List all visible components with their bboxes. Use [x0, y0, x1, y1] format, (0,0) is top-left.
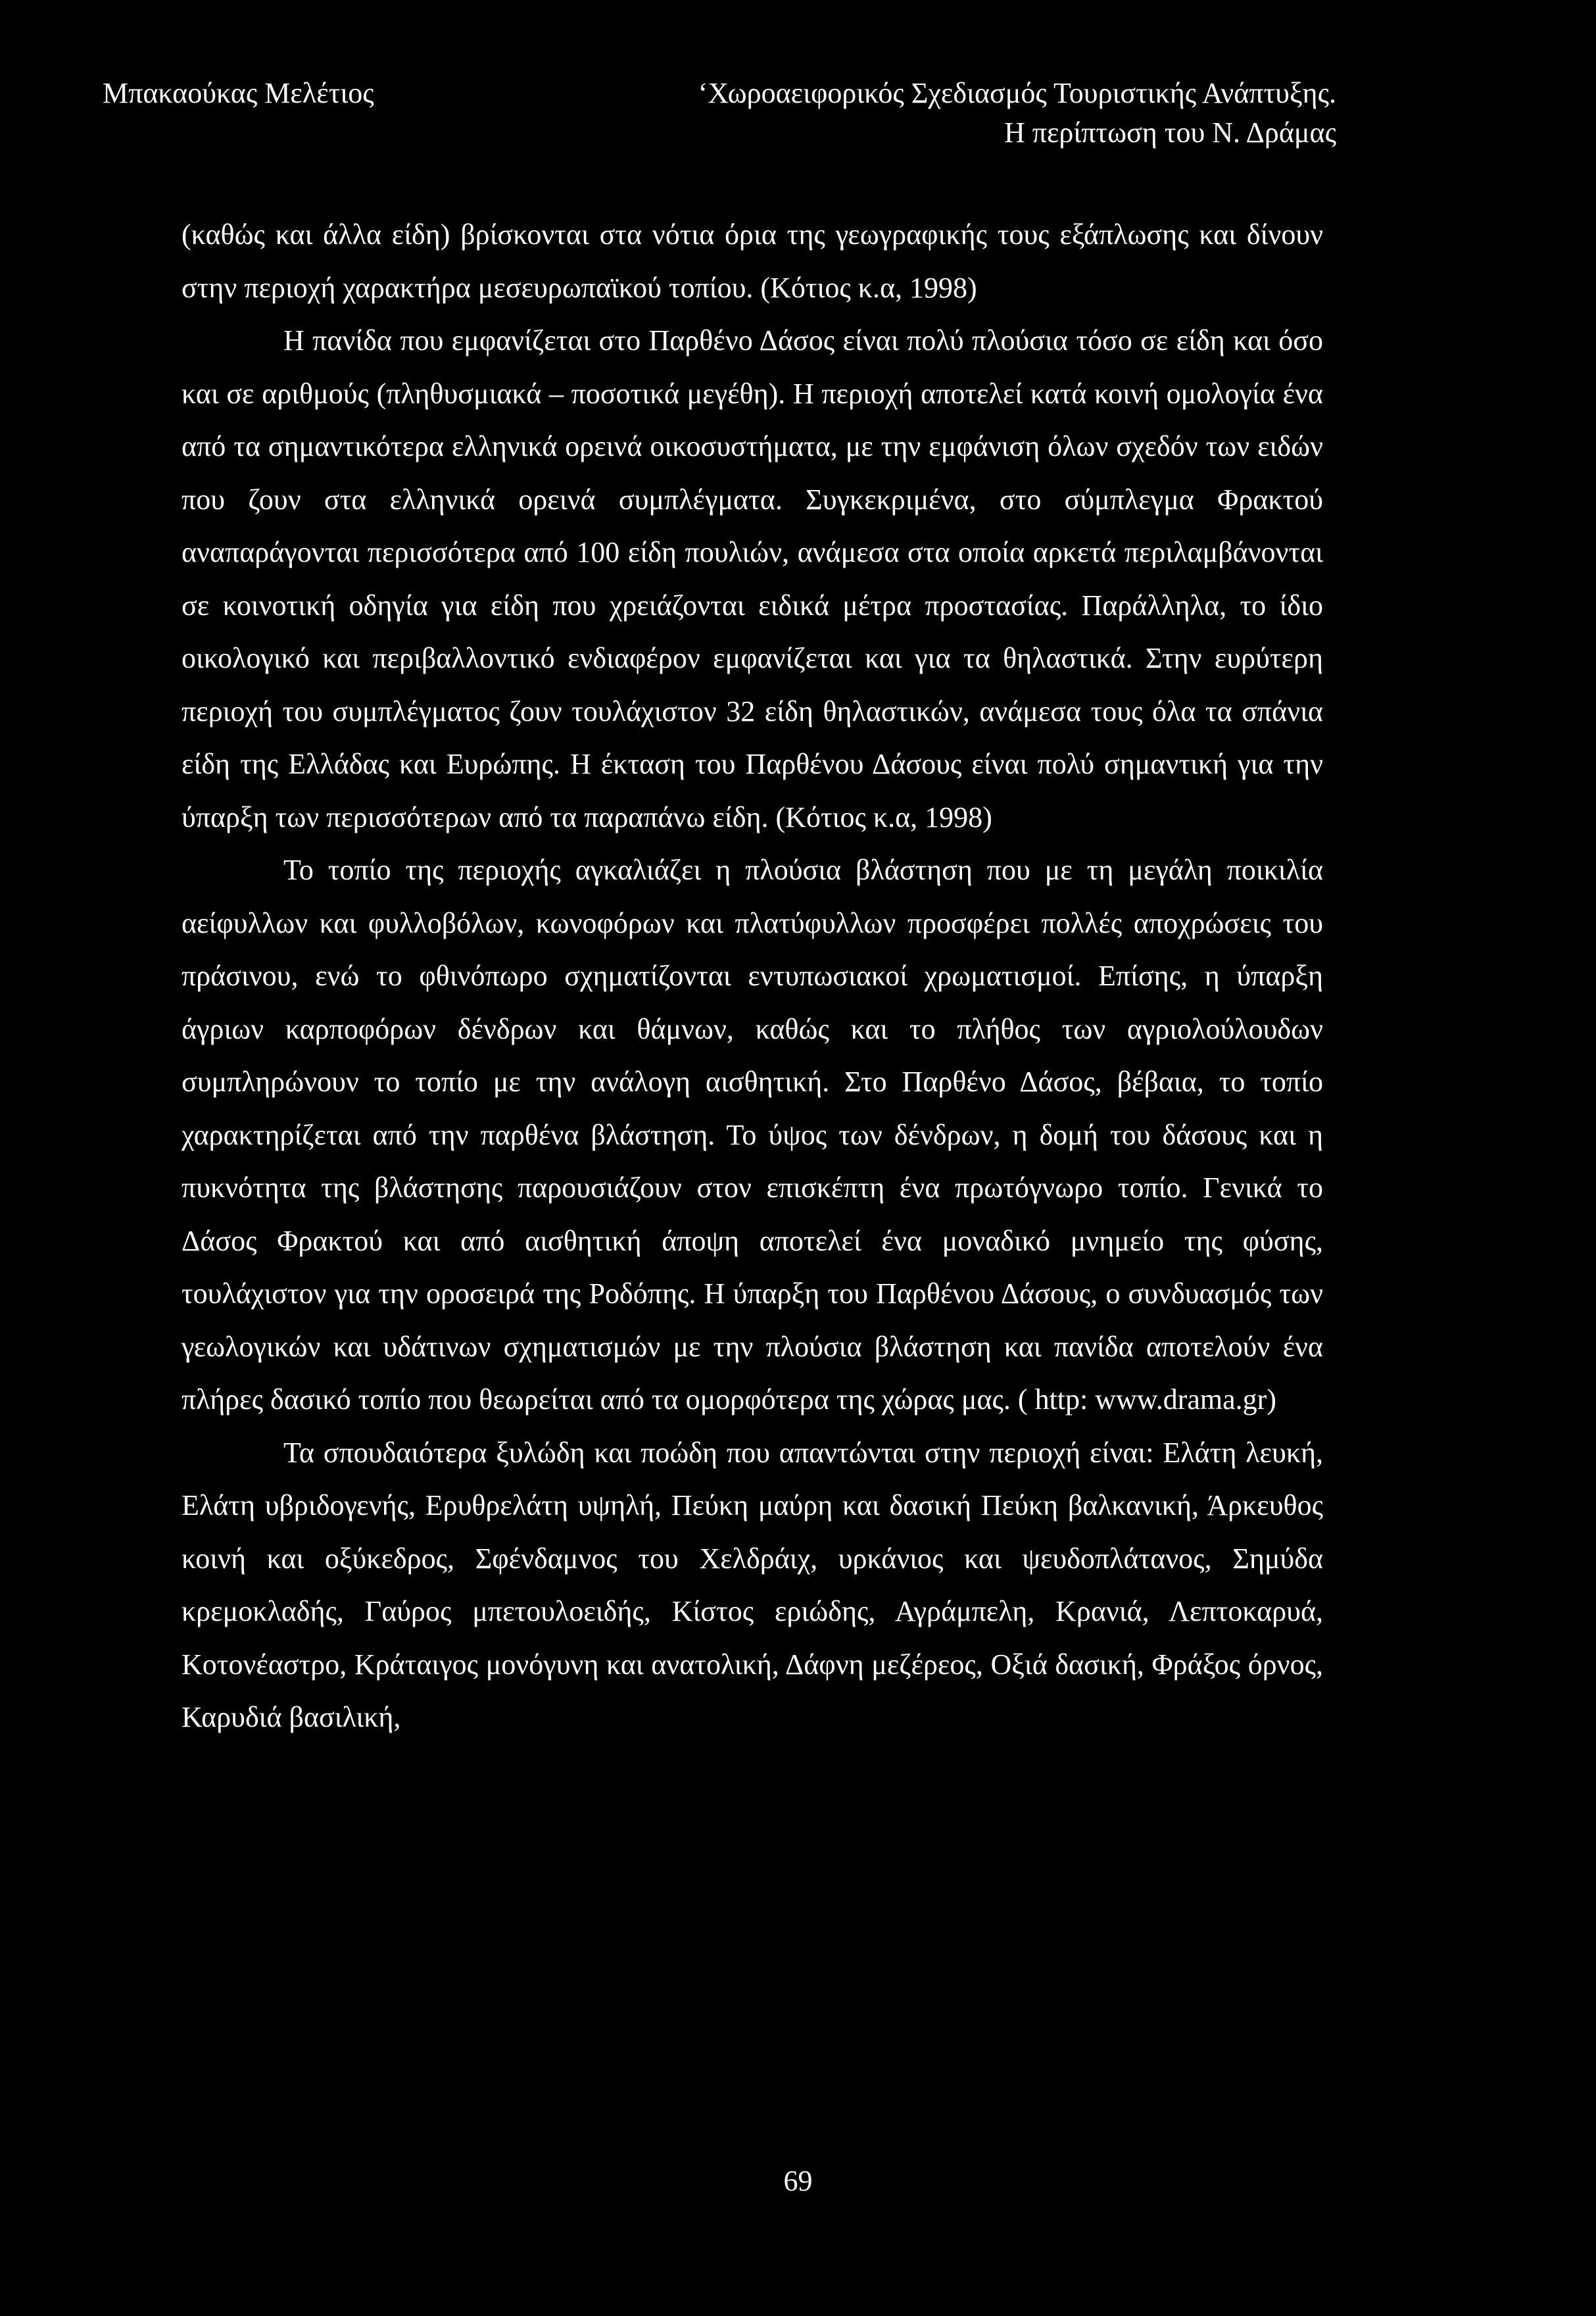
body-text [181, 209, 1323, 1744]
paragraph-flora-species: Τα σπουδαιότερα ξυλώδη και ποώδη που απαντώνται στην περιοχή είναι: Ελάτη λευκή, Ελάτη υβριδογενής, Ερυθρελάτη υψηλή, Πεύκη μαύρη και δασική Πεύκη βαλκανική, Άρκευθος κοινή και οξύκεδρος, Σφένδαμνος του Χελδράιχ, υρκάνιος και ψευδοπλάτανος, Σημύδα κρεμοκλαδής, Γαύρος μπετουλοειδής, Κίστος εριώδης, Αγράμπελη, Κρανιά, Λεπτοκαρυά, Κοτονέαστρο, Κράταιγος μονόγυνη και ανατολική, Δάφνη μεζέρεος, Οξιά δασική, Φράξος όρνος, Καρυδιά βασιλική, [181, 1436, 1323, 1733]
page-number: 69 [783, 2165, 813, 2197]
header-author: Μπακαούκας Μελέτιος [103, 77, 374, 109]
header-title-line-1: ‘Χωροαειφορικός Σχεδιασμός Τουριστικής Ανάπτυξης. [698, 77, 1336, 109]
paragraph-fauna: Η πανίδα που εμφανίζεται στο Παρθένο Δάσος είναι πολύ πλούσια τόσο σε είδη και όσο και σε αριθμούς (πληθυσμιακά – ποσοτικά μεγέθη). Η περιοχή αποτελεί κατά κοινή ομολογία ένα από τα σημαντικότερα ελληνικά ορεινά οικοσυστήματα, με την εμφάνιση όλων σχεδόν των ειδών που ζουν στα ελληνικά ορεινά συμπλέγματα. Συγκεκριμένα, στο σύμπλεγμα Φρακτού αναπαράγονται περισσότερα από 100 είδη πουλιών, ανάμεσα στα οποία αρκετά περιλαμβάνονται σε κοινοτική οδηγία για είδη που χρειάζονται ειδικά μέτρα προστασίας. Παράλληλα, το ίδιο οικολογικό και περιβαλλοντικό ενδιαφέρον εμφανίζεται και για τα θηλαστικά. Στην ευρύτερη περιοχή του συμπλέγματος ζουν τουλάχιστον 32 είδη θηλαστικών, ανάμεσα τους όλα τα σπάνια είδη της Ελλάδας και Ευρώπης. Η έκταση του Παρθένου Δάσους είναι πολύ σημαντική για την ύπαρξη των περισσότερων από τα παραπάνω είδη. (Κότιος κ.α, 1998) [181, 324, 1323, 833]
header-title [698, 74, 1336, 153]
header-title-line-2: Η περίπτωση του Ν. Δράμας [1004, 116, 1336, 149]
paragraph-landscape: Το τοπίο της περιοχής αγκαλιάζει η πλούσια βλάστηση που με τη μεγάλη ποικιλία αείφυλλων και φυλλοβόλων, κωνοφόρων και πλατύφυλλων προσφέρει πολλές αποχρώσεις του πράσινου, ενώ το φθινόπωρο σχηματίζονται εντυπωσιακοί χρωματισμοί. Επίσης, η ύπαρξη άγριων καρποφόρων δένδρων και θάμνων, καθώς και το πλήθος των αγριολούλουδων συμπληρώνουν το τοπίο με την ανάλογη αισθητική. Στο Παρθένο Δάσος, βέβαια, το τοπίο χαρακτηρίζεται από την παρθένα βλάστηση. Το ύψος των δένδρων, η δομή του δάσους και η πυκνότητα της βλάστησης παρουσιάζουν στον επισκέπτη ένα πρωτόγνωρο τοπίο. Γενικά το Δάσος Φρακτού και από αισθητική άποψη αποτελεί ένα μοναδικό μνημείο της φύσης, τουλάχιστον για την οροσειρά της Ροδόπης. Η ύπαρξη του Παρθένου Δάσους, ο συνδυασμός των γεωλογικών και υδάτινων σχηματισμών με την πλούσια βλάστηση και πανίδα αποτελούν ένα πλήρες δασικό τοπίο που θεωρείται από τα ομορφότερα της χώρας μας. ( http: www.drama.gr) [181, 854, 1323, 1416]
paragraph-continuation: (καθώς και άλλα είδη) βρίσκονται στα νότια όρια της γεωγραφικής τους εξάπλωσης και δίνουν στην περιοχή χαρακτήρα μεσευρωπαϊκού τοπίου. (Κότιος κ.α, 1998) [181, 218, 1323, 304]
